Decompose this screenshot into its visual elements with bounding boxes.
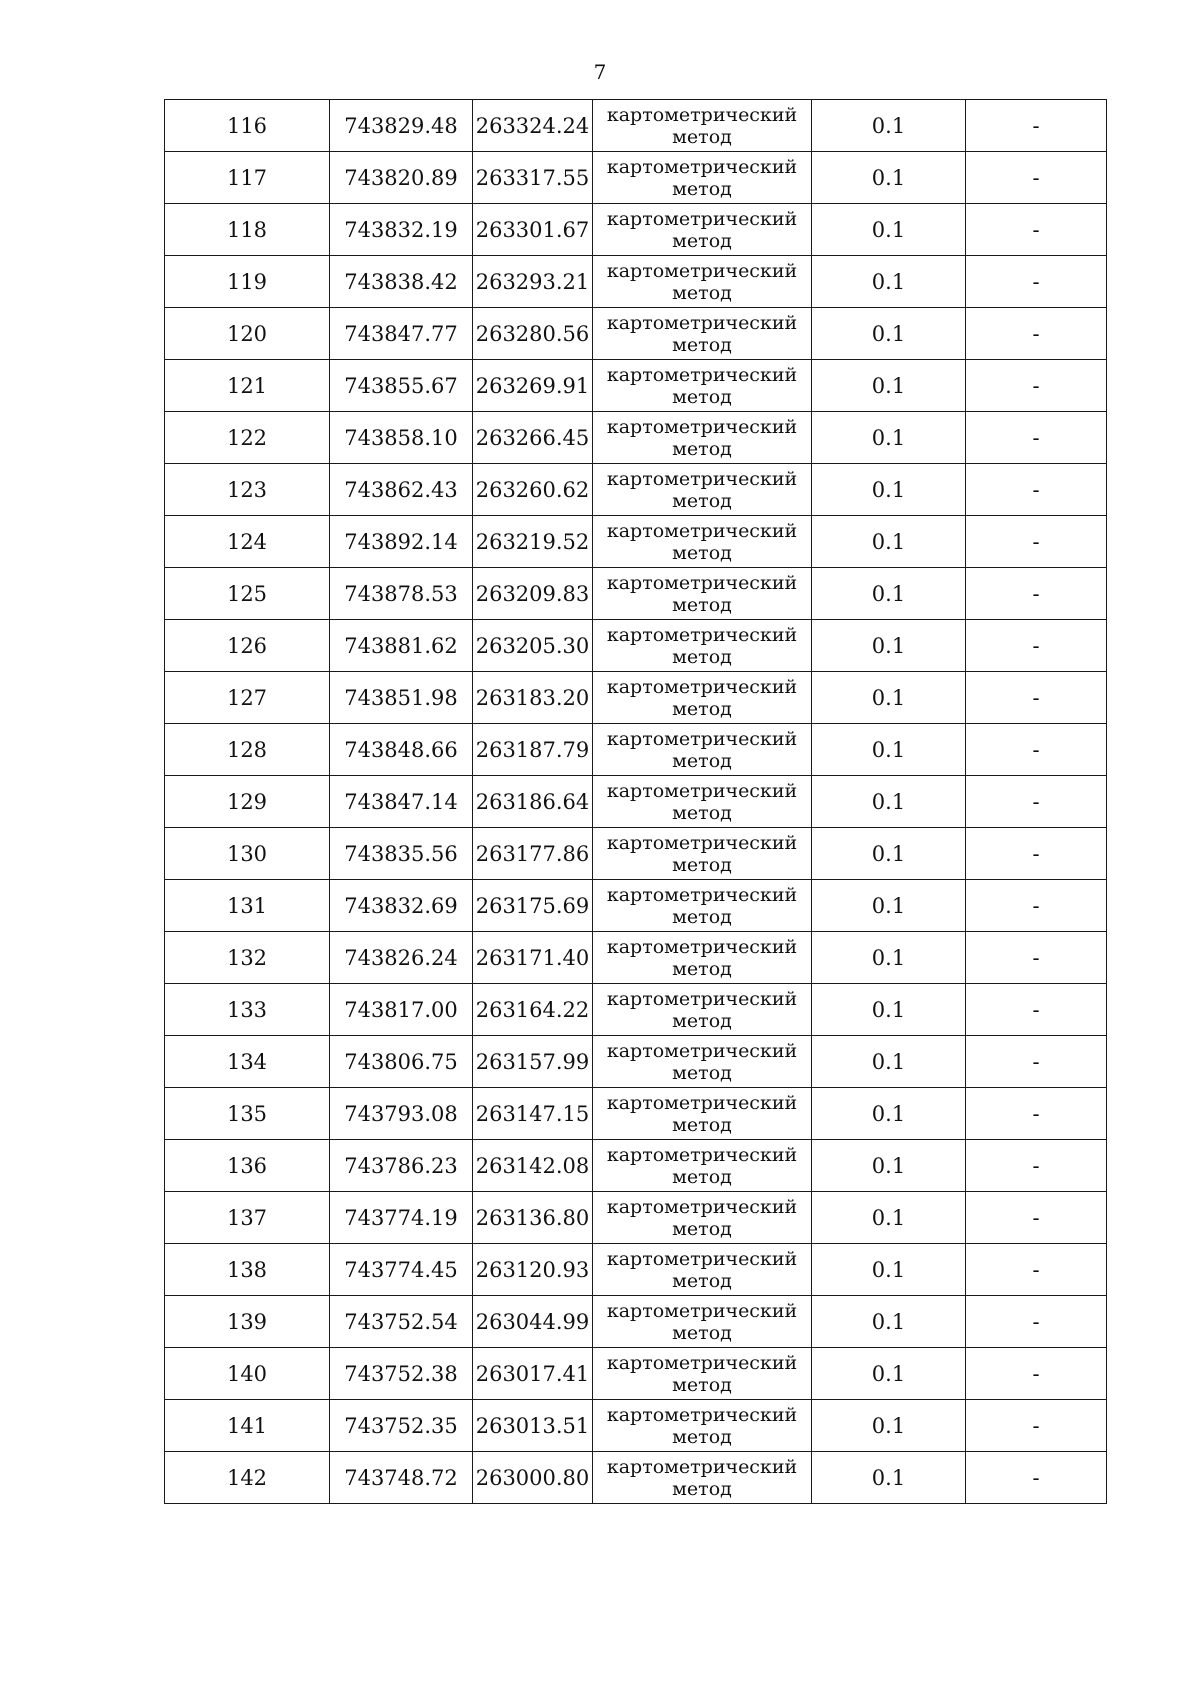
- note-cell: -: [966, 1192, 1107, 1244]
- table-row: [165, 1088, 1107, 1140]
- table-row: [165, 516, 1107, 568]
- method-line-1: картометрический: [606, 1247, 798, 1270]
- note-cell: -: [966, 152, 1107, 204]
- y-coordinate-cell: 263175.69: [473, 880, 593, 932]
- method-cell: [593, 984, 812, 1036]
- accuracy-cell: 0.1: [812, 1088, 966, 1140]
- point-number-cell: 142: [165, 1452, 330, 1504]
- y-coordinate-cell: 263324.24: [473, 100, 593, 152]
- method-line-1: картометрический: [606, 259, 798, 282]
- x-coordinate-cell: 743786.23: [330, 1140, 473, 1192]
- x-coordinate-cell: 743748.72: [330, 1452, 473, 1504]
- method-line-1: картометрический: [606, 415, 798, 438]
- method-line-2: метод: [672, 1061, 732, 1084]
- point-number-cell: 125: [165, 568, 330, 620]
- note-cell: -: [966, 1296, 1107, 1348]
- y-coordinate-cell: 263013.51: [473, 1400, 593, 1452]
- method-line-2: метод: [672, 1113, 732, 1136]
- note-cell: -: [966, 256, 1107, 308]
- note-cell: -: [966, 1140, 1107, 1192]
- table-row: [165, 984, 1107, 1036]
- table-row: [165, 412, 1107, 464]
- method-line-2: метод: [672, 1373, 732, 1396]
- point-number-cell: 126: [165, 620, 330, 672]
- accuracy-cell: 0.1: [812, 932, 966, 984]
- table-row: [165, 360, 1107, 412]
- method-line-1: картометрический: [606, 363, 798, 386]
- method-cell: [593, 672, 812, 724]
- y-coordinate-cell: 263269.91: [473, 360, 593, 412]
- table-row: [165, 1296, 1107, 1348]
- method-cell: [593, 1400, 812, 1452]
- method-line-2: метод: [672, 385, 732, 408]
- method-cell: [593, 1244, 812, 1296]
- table-row: [165, 204, 1107, 256]
- point-number-cell: 117: [165, 152, 330, 204]
- accuracy-cell: 0.1: [812, 204, 966, 256]
- method-cell: [593, 776, 812, 828]
- method-line-2: метод: [672, 229, 732, 252]
- page-number: 7: [593, 60, 607, 84]
- method-cell: [593, 1088, 812, 1140]
- method-line-1: картометрический: [606, 103, 798, 126]
- accuracy-cell: 0.1: [812, 984, 966, 1036]
- method-line-1: картометрический: [606, 1091, 798, 1114]
- method-line-1: картометрический: [606, 571, 798, 594]
- y-coordinate-cell: 263293.21: [473, 256, 593, 308]
- method-line-2: метод: [672, 853, 732, 876]
- method-line-2: метод: [672, 749, 732, 772]
- method-cell: [593, 308, 812, 360]
- y-coordinate-cell: 263147.15: [473, 1088, 593, 1140]
- y-coordinate-cell: 263266.45: [473, 412, 593, 464]
- x-coordinate-cell: 743858.10: [330, 412, 473, 464]
- method-cell: [593, 100, 812, 152]
- x-coordinate-cell: 743835.56: [330, 828, 473, 880]
- y-coordinate-cell: 263171.40: [473, 932, 593, 984]
- method-cell: [593, 828, 812, 880]
- table-row: [165, 100, 1107, 152]
- note-cell: -: [966, 828, 1107, 880]
- accuracy-cell: 0.1: [812, 1140, 966, 1192]
- method-cell: [593, 620, 812, 672]
- method-cell: [593, 724, 812, 776]
- x-coordinate-cell: 743774.45: [330, 1244, 473, 1296]
- point-number-cell: 140: [165, 1348, 330, 1400]
- table-row: [165, 308, 1107, 360]
- method-line-2: метод: [672, 905, 732, 928]
- accuracy-cell: 0.1: [812, 776, 966, 828]
- note-cell: -: [966, 568, 1107, 620]
- x-coordinate-cell: 743855.67: [330, 360, 473, 412]
- table-row: [165, 256, 1107, 308]
- note-cell: -: [966, 1088, 1107, 1140]
- x-coordinate-cell: 743752.38: [330, 1348, 473, 1400]
- accuracy-cell: 0.1: [812, 1400, 966, 1452]
- method-line-1: картометрический: [606, 311, 798, 334]
- method-line-1: картометрический: [606, 155, 798, 178]
- method-cell: [593, 412, 812, 464]
- table-row: [165, 1348, 1107, 1400]
- x-coordinate-cell: 743878.53: [330, 568, 473, 620]
- method-line-1: картометрический: [606, 519, 798, 542]
- method-cell: [593, 1348, 812, 1400]
- accuracy-cell: 0.1: [812, 360, 966, 412]
- method-line-2: метод: [672, 957, 732, 980]
- coordinates-table: [164, 99, 1107, 1504]
- table-row: [165, 464, 1107, 516]
- method-line-1: картометрический: [606, 831, 798, 854]
- y-coordinate-cell: 263017.41: [473, 1348, 593, 1400]
- table-row: [165, 568, 1107, 620]
- x-coordinate-cell: 743820.89: [330, 152, 473, 204]
- method-line-1: картометрический: [606, 779, 798, 802]
- y-coordinate-cell: 263301.67: [473, 204, 593, 256]
- y-coordinate-cell: 263136.80: [473, 1192, 593, 1244]
- point-number-cell: 139: [165, 1296, 330, 1348]
- point-number-cell: 122: [165, 412, 330, 464]
- point-number-cell: 136: [165, 1140, 330, 1192]
- method-line-1: картометрический: [606, 467, 798, 490]
- method-line-1: картометрический: [606, 727, 798, 750]
- point-number-cell: 129: [165, 776, 330, 828]
- method-line-2: метод: [672, 177, 732, 200]
- y-coordinate-cell: 263209.83: [473, 568, 593, 620]
- accuracy-cell: 0.1: [812, 1348, 966, 1400]
- y-coordinate-cell: 263120.93: [473, 1244, 593, 1296]
- note-cell: -: [966, 672, 1107, 724]
- x-coordinate-cell: 743774.19: [330, 1192, 473, 1244]
- method-line-1: картометрический: [606, 987, 798, 1010]
- point-number-cell: 123: [165, 464, 330, 516]
- point-number-cell: 118: [165, 204, 330, 256]
- x-coordinate-cell: 743848.66: [330, 724, 473, 776]
- y-coordinate-cell: 263280.56: [473, 308, 593, 360]
- accuracy-cell: 0.1: [812, 1244, 966, 1296]
- note-cell: -: [966, 516, 1107, 568]
- note-cell: -: [966, 984, 1107, 1036]
- accuracy-cell: 0.1: [812, 412, 966, 464]
- note-cell: -: [966, 620, 1107, 672]
- method-cell: [593, 1296, 812, 1348]
- note-cell: -: [966, 1348, 1107, 1400]
- note-cell: -: [966, 204, 1107, 256]
- accuracy-cell: 0.1: [812, 1192, 966, 1244]
- method-line-1: картометрический: [606, 883, 798, 906]
- note-cell: -: [966, 412, 1107, 464]
- method-line-2: метод: [672, 1321, 732, 1344]
- note-cell: -: [966, 308, 1107, 360]
- method-line-2: метод: [672, 801, 732, 824]
- point-number-cell: 119: [165, 256, 330, 308]
- table-row: [165, 1244, 1107, 1296]
- method-line-1: картометрический: [606, 623, 798, 646]
- y-coordinate-cell: 263044.99: [473, 1296, 593, 1348]
- table-row: [165, 1192, 1107, 1244]
- point-number-cell: 132: [165, 932, 330, 984]
- point-number-cell: 130: [165, 828, 330, 880]
- accuracy-cell: 0.1: [812, 672, 966, 724]
- x-coordinate-cell: 743862.43: [330, 464, 473, 516]
- table-row: [165, 776, 1107, 828]
- method-line-2: метод: [672, 281, 732, 304]
- note-cell: -: [966, 1452, 1107, 1504]
- method-cell: [593, 568, 812, 620]
- x-coordinate-cell: 743832.19: [330, 204, 473, 256]
- accuracy-cell: 0.1: [812, 308, 966, 360]
- accuracy-cell: 0.1: [812, 464, 966, 516]
- x-coordinate-cell: 743847.14: [330, 776, 473, 828]
- y-coordinate-cell: 263157.99: [473, 1036, 593, 1088]
- x-coordinate-cell: 743752.54: [330, 1296, 473, 1348]
- accuracy-cell: 0.1: [812, 1036, 966, 1088]
- table-row: [165, 1140, 1107, 1192]
- accuracy-cell: 0.1: [812, 568, 966, 620]
- method-line-2: метод: [672, 125, 732, 148]
- method-line-1: картометрический: [606, 1351, 798, 1374]
- method-line-1: картометрический: [606, 1039, 798, 1062]
- method-cell: [593, 152, 812, 204]
- y-coordinate-cell: 263187.79: [473, 724, 593, 776]
- y-coordinate-cell: 263177.86: [473, 828, 593, 880]
- note-cell: -: [966, 1036, 1107, 1088]
- note-cell: -: [966, 1400, 1107, 1452]
- note-cell: -: [966, 1244, 1107, 1296]
- table-row: [165, 1400, 1107, 1452]
- y-coordinate-cell: 263000.80: [473, 1452, 593, 1504]
- method-cell: [593, 464, 812, 516]
- x-coordinate-cell: 743806.75: [330, 1036, 473, 1088]
- point-number-cell: 134: [165, 1036, 330, 1088]
- method-line-2: метод: [672, 645, 732, 668]
- point-number-cell: 138: [165, 1244, 330, 1296]
- y-coordinate-cell: 263186.64: [473, 776, 593, 828]
- table-row: [165, 1452, 1107, 1504]
- accuracy-cell: 0.1: [812, 1452, 966, 1504]
- note-cell: -: [966, 932, 1107, 984]
- coordinates-table-body: [165, 100, 1107, 1504]
- point-number-cell: 128: [165, 724, 330, 776]
- note-cell: -: [966, 100, 1107, 152]
- accuracy-cell: 0.1: [812, 1296, 966, 1348]
- x-coordinate-cell: 743826.24: [330, 932, 473, 984]
- method-line-1: картометрический: [606, 1455, 798, 1478]
- y-coordinate-cell: 263317.55: [473, 152, 593, 204]
- table-row: [165, 828, 1107, 880]
- accuracy-cell: 0.1: [812, 880, 966, 932]
- method-line-2: метод: [672, 1425, 732, 1448]
- method-cell: [593, 360, 812, 412]
- table-row: [165, 152, 1107, 204]
- method-line-2: метод: [672, 333, 732, 356]
- point-number-cell: 124: [165, 516, 330, 568]
- method-line-2: метод: [672, 697, 732, 720]
- method-line-2: метод: [672, 541, 732, 564]
- method-line-2: метод: [672, 1269, 732, 1292]
- method-line-2: метод: [672, 1477, 732, 1500]
- accuracy-cell: 0.1: [812, 516, 966, 568]
- accuracy-cell: 0.1: [812, 256, 966, 308]
- point-number-cell: 120: [165, 308, 330, 360]
- x-coordinate-cell: 743793.08: [330, 1088, 473, 1140]
- point-number-cell: 137: [165, 1192, 330, 1244]
- accuracy-cell: 0.1: [812, 828, 966, 880]
- method-line-1: картометрический: [606, 1403, 798, 1426]
- note-cell: -: [966, 464, 1107, 516]
- x-coordinate-cell: 743752.35: [330, 1400, 473, 1452]
- y-coordinate-cell: 263183.20: [473, 672, 593, 724]
- method-cell: [593, 1140, 812, 1192]
- method-line-2: метод: [672, 593, 732, 616]
- method-line-2: метод: [672, 437, 732, 460]
- method-line-1: картометрический: [606, 1143, 798, 1166]
- method-cell: [593, 1192, 812, 1244]
- accuracy-cell: 0.1: [812, 100, 966, 152]
- method-line-1: картометрический: [606, 207, 798, 230]
- point-number-cell: 141: [165, 1400, 330, 1452]
- table-row: [165, 672, 1107, 724]
- point-number-cell: 121: [165, 360, 330, 412]
- x-coordinate-cell: 743817.00: [330, 984, 473, 1036]
- x-coordinate-cell: 743832.69: [330, 880, 473, 932]
- method-line-2: метод: [672, 1009, 732, 1032]
- method-line-1: картометрический: [606, 1299, 798, 1322]
- method-cell: [593, 256, 812, 308]
- x-coordinate-cell: 743881.62: [330, 620, 473, 672]
- method-cell: [593, 880, 812, 932]
- x-coordinate-cell: 743847.77: [330, 308, 473, 360]
- method-cell: [593, 1452, 812, 1504]
- method-line-2: метод: [672, 1217, 732, 1240]
- table-row: [165, 620, 1107, 672]
- y-coordinate-cell: 263219.52: [473, 516, 593, 568]
- note-cell: -: [966, 880, 1107, 932]
- table-row: [165, 932, 1107, 984]
- accuracy-cell: 0.1: [812, 620, 966, 672]
- note-cell: -: [966, 776, 1107, 828]
- x-coordinate-cell: 743851.98: [330, 672, 473, 724]
- y-coordinate-cell: 263260.62: [473, 464, 593, 516]
- accuracy-cell: 0.1: [812, 152, 966, 204]
- method-line-1: картометрический: [606, 675, 798, 698]
- method-line-1: картометрический: [606, 935, 798, 958]
- note-cell: -: [966, 724, 1107, 776]
- accuracy-cell: 0.1: [812, 724, 966, 776]
- method-cell: [593, 1036, 812, 1088]
- point-number-cell: 133: [165, 984, 330, 1036]
- point-number-cell: 131: [165, 880, 330, 932]
- y-coordinate-cell: 263205.30: [473, 620, 593, 672]
- method-cell: [593, 932, 812, 984]
- table-row: [165, 724, 1107, 776]
- table-row: [165, 880, 1107, 932]
- method-line-2: метод: [672, 489, 732, 512]
- x-coordinate-cell: 743892.14: [330, 516, 473, 568]
- method-line-1: картометрический: [606, 1195, 798, 1218]
- point-number-cell: 127: [165, 672, 330, 724]
- method-cell: [593, 204, 812, 256]
- y-coordinate-cell: 263142.08: [473, 1140, 593, 1192]
- x-coordinate-cell: 743829.48: [330, 100, 473, 152]
- point-number-cell: 135: [165, 1088, 330, 1140]
- method-cell: [593, 516, 812, 568]
- y-coordinate-cell: 263164.22: [473, 984, 593, 1036]
- method-line-2: метод: [672, 1165, 732, 1188]
- table-row: [165, 1036, 1107, 1088]
- x-coordinate-cell: 743838.42: [330, 256, 473, 308]
- note-cell: -: [966, 360, 1107, 412]
- point-number-cell: 116: [165, 100, 330, 152]
